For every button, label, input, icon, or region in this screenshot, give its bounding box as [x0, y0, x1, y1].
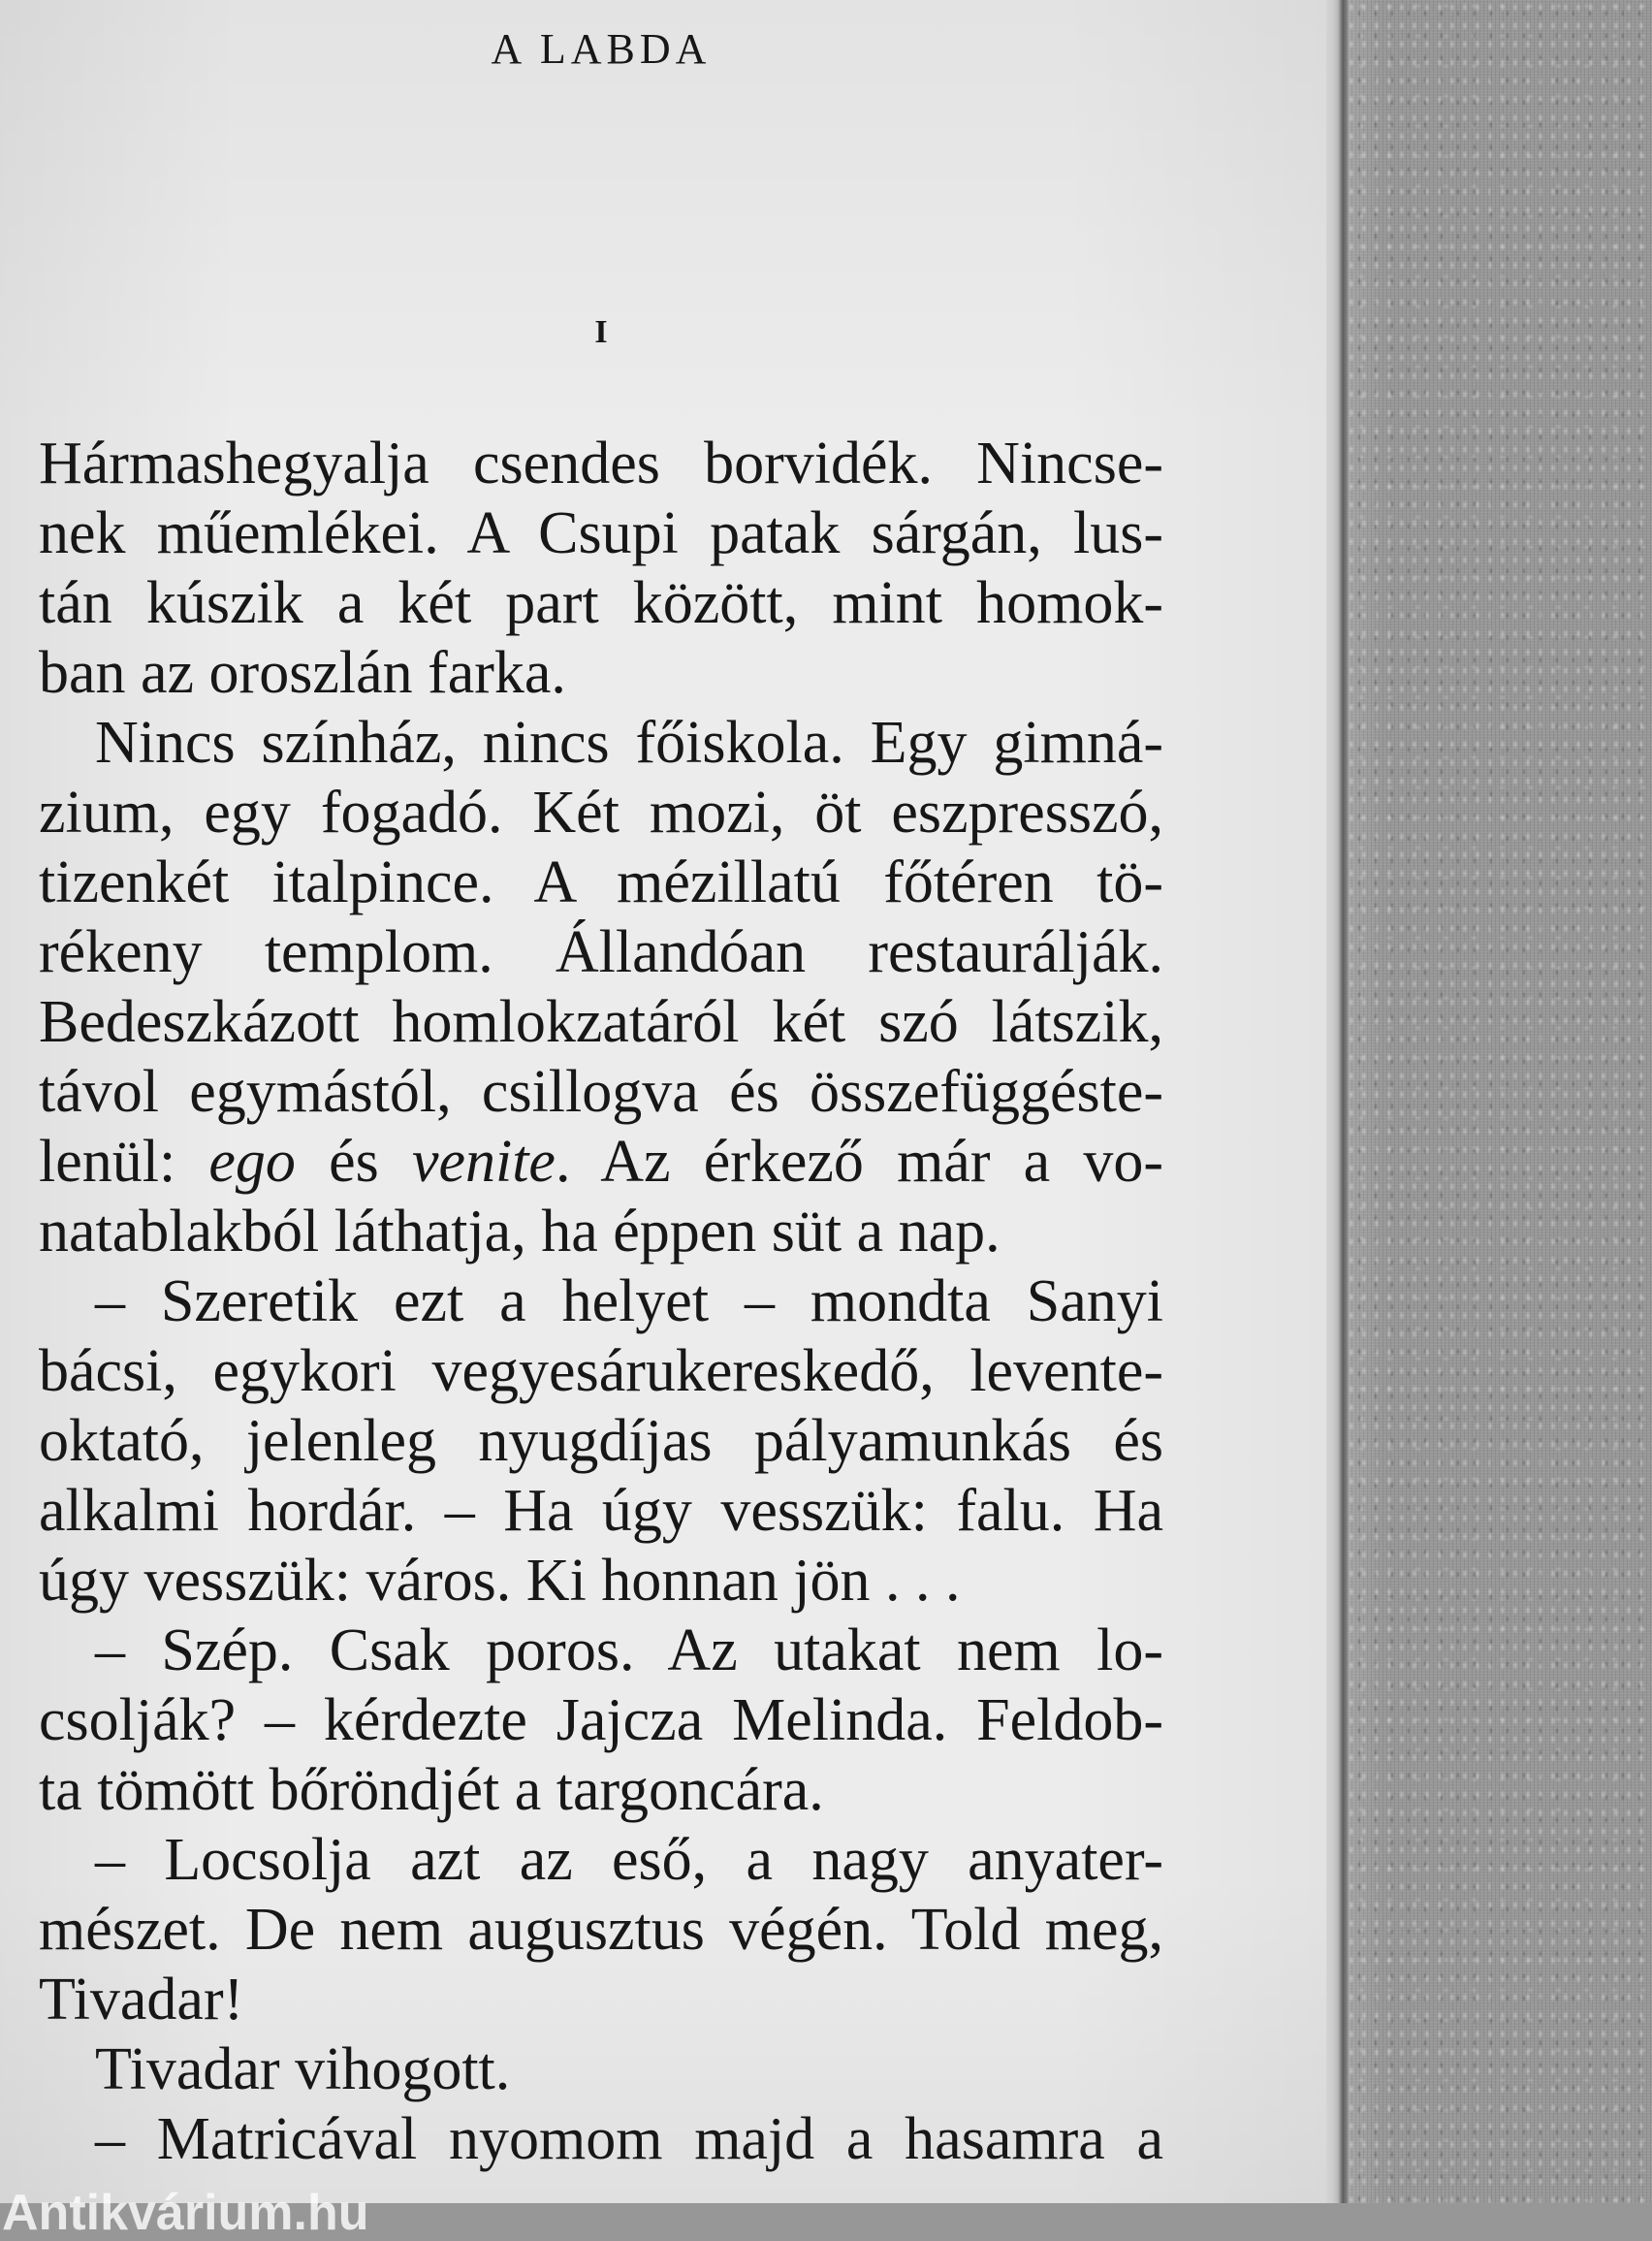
chapter-number: I [594, 314, 608, 350]
text-line: tán kúszik a két part között, mint homok- [39, 570, 1163, 636]
text-line: – Matricával nyomom majd a hasamra a [95, 2106, 1163, 2172]
text-line: – Locsolja azt az eső, a nagy anyater- [95, 1827, 1163, 1893]
text-line: natablakból láthatja, ha éppen süt a nap. [39, 1199, 1001, 1265]
text-line: ta tömött bőröndjét a targoncára. [39, 1757, 824, 1823]
text-line: Hármashegyalja csendes borvidék. Nincse- [39, 431, 1163, 496]
watermark-text: Antikvárium.hu [2, 2185, 369, 2241]
text-line: Nincs színház, nincs főiskola. Egy gimná- [95, 710, 1163, 776]
text-segment: . Az érkező már a vo- [555, 1129, 1163, 1195]
text-line: – Szép. Csak poros. Az utakat nem lo- [95, 1617, 1163, 1683]
watermark [0, 2185, 388, 2241]
text-line: – Szeretik ezt a helyet – mondta Sanyi [95, 1268, 1163, 1334]
text-line: csolják? – kérdezte Jajcza Melinda. Feldob- [39, 1687, 1163, 1753]
text-line: zium, egy fogadó. Két mozi, öt eszpresszó, [39, 780, 1163, 846]
text-line: oktató, jelenleg nyugdíjas pályamunkás és [39, 1408, 1163, 1474]
text-line: tizenkét italpince. A mézillatú főtéren tö- [39, 849, 1163, 915]
book-cover-cloth [1348, 0, 1652, 2203]
text-line: Tivadar! [39, 1967, 244, 2033]
text-segment: lenül: [39, 1129, 209, 1195]
text-line: úgy vesszük: város. Ki honnan jön . . . [39, 1548, 961, 1614]
text-line: rékeny templom. Állandóan restaurálják. [39, 919, 1163, 985]
text-line: Bedeszkázott homlokzatáról két szó látszik, [39, 989, 1163, 1055]
text-line: ban az oroszlán farka. [39, 640, 566, 706]
text-segment: és [295, 1129, 412, 1195]
italic-word: ego [208, 1129, 296, 1195]
text-line: mészet. De nem augusztus végén. Told meg, [39, 1897, 1163, 1963]
italic-word: venite [411, 1129, 556, 1195]
running-head: A LABDA [491, 25, 712, 73]
page-edge [1326, 0, 1348, 2203]
text-line: nek műemlékei. A Csupi patak sárgán, lus- [39, 500, 1163, 566]
text-line: bácsi, egykori vegyesárukereskedő, levente- [39, 1338, 1163, 1404]
text-line: Tivadar vihogott. [95, 2036, 511, 2102]
text-line: távol egymástól, csillogva és összefüggéste- [39, 1059, 1163, 1125]
text-line [39, 1127, 1163, 1197]
body-text [39, 429, 1163, 2174]
text-line: alkalmi hordár. – Ha úgy vesszük: falu. Ha [39, 1478, 1163, 1544]
